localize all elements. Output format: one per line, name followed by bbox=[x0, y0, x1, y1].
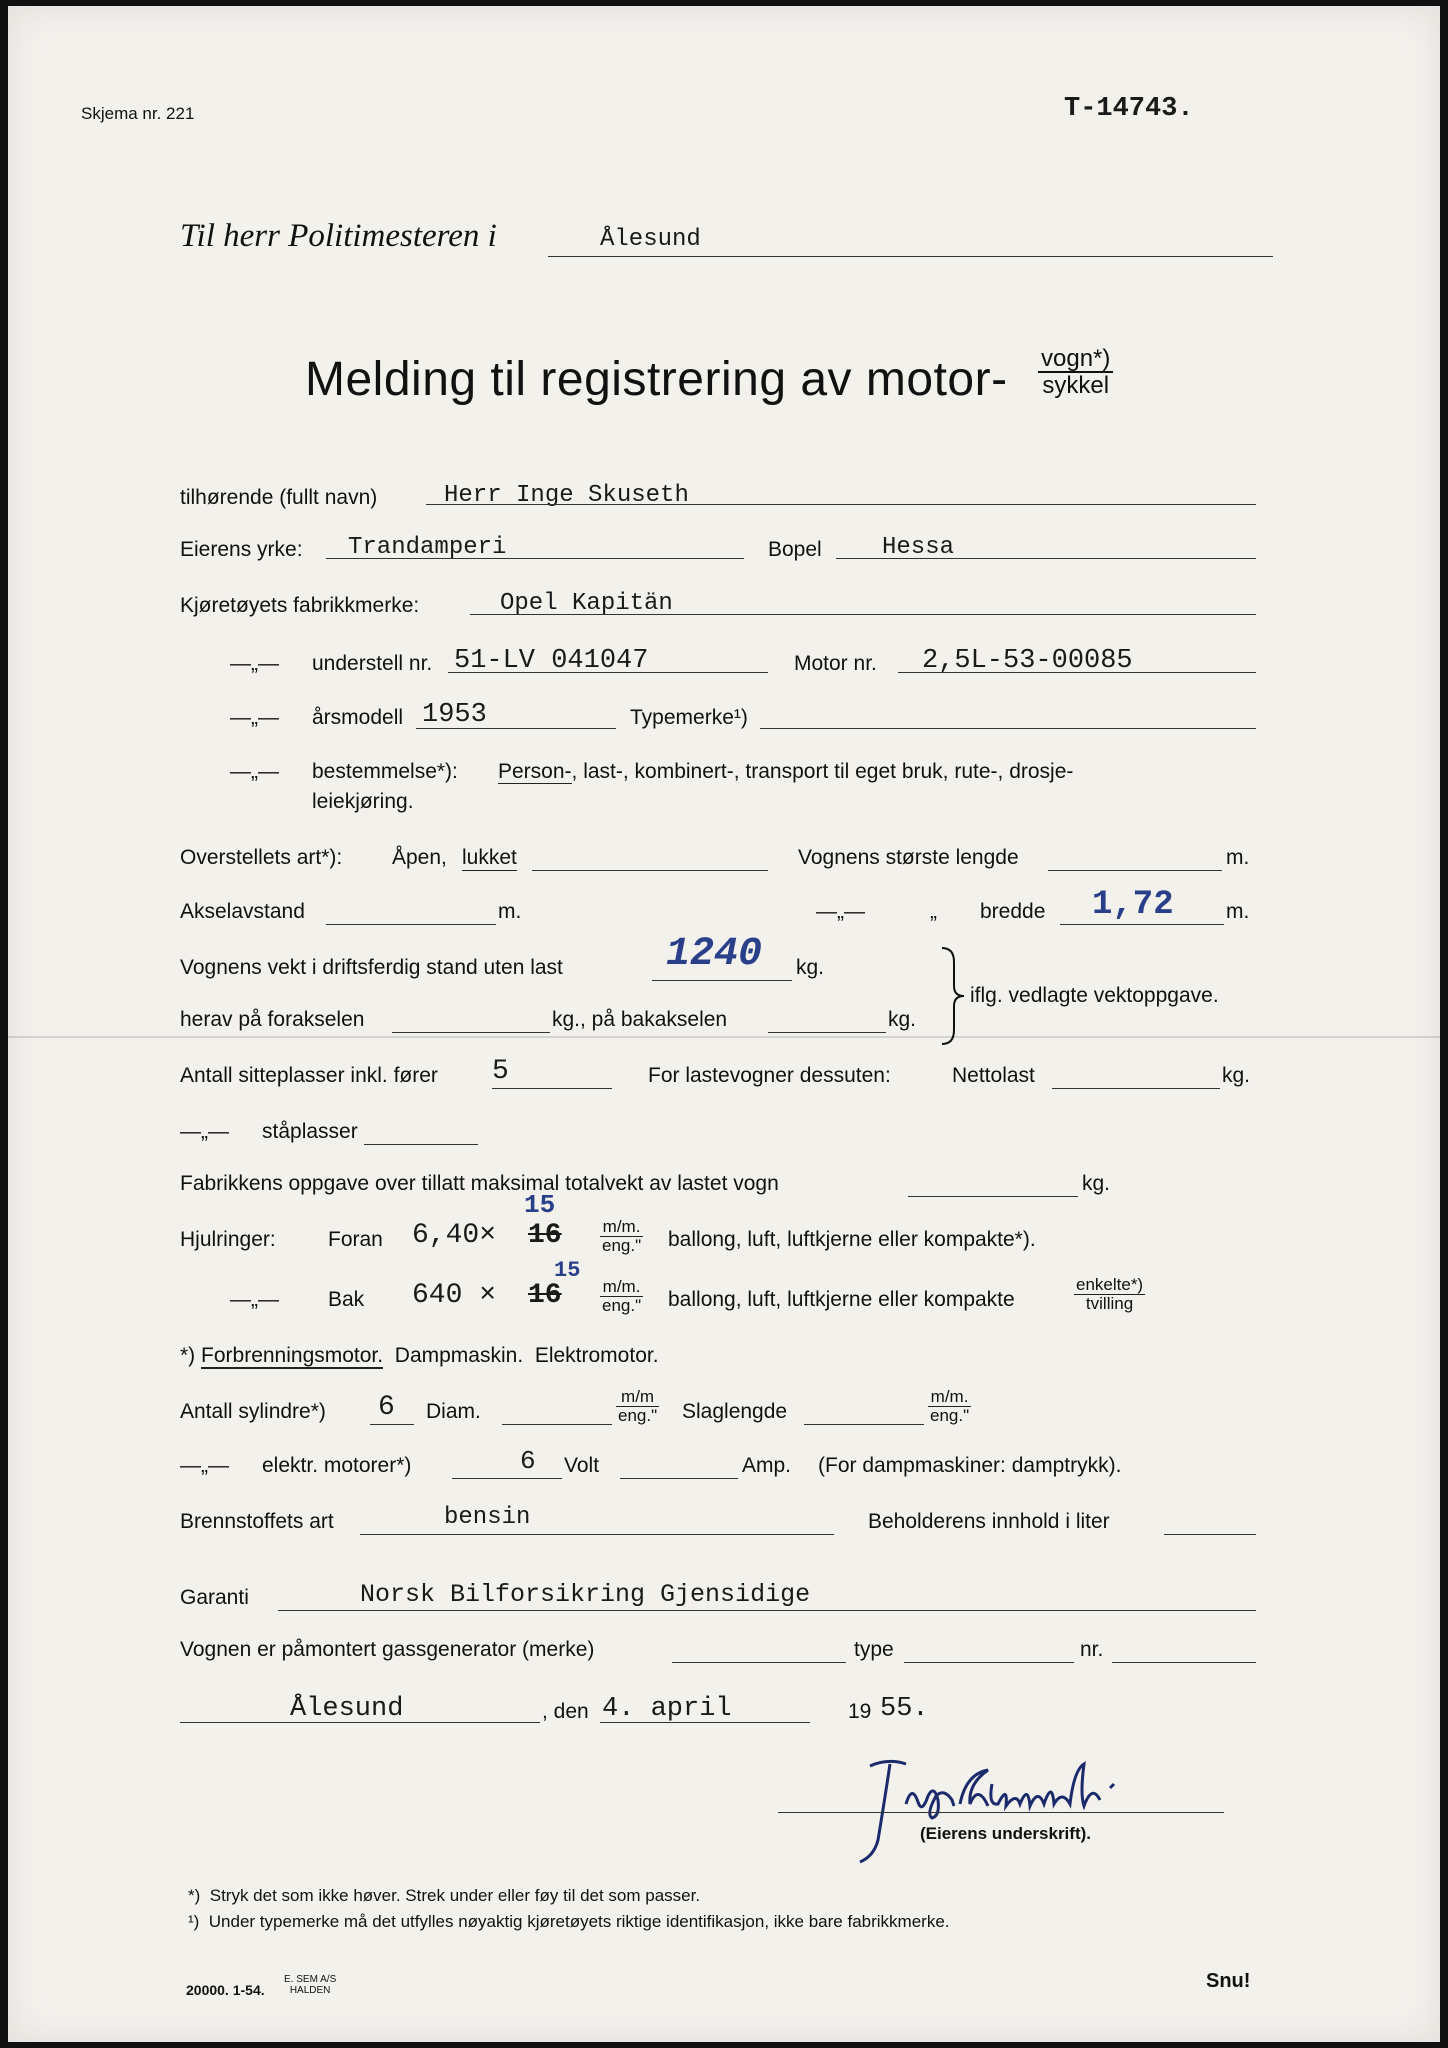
tyres-single: enkelte*) bbox=[1076, 1275, 1144, 1294]
stroke-label: Slaglengde bbox=[682, 1400, 788, 1423]
addressee-line bbox=[548, 256, 1273, 257]
cylinders-line bbox=[370, 1424, 414, 1425]
motor-no-line bbox=[898, 672, 1256, 673]
type-line bbox=[760, 728, 1256, 729]
ditto-standing: —„— bbox=[180, 1120, 229, 1143]
form-title: Melding til registrering av motor- bbox=[305, 353, 1008, 406]
chassis-line bbox=[448, 672, 768, 673]
stroke-line bbox=[804, 1424, 924, 1425]
tyres-rear-unit-mm: m/m. bbox=[600, 1278, 643, 1297]
residence-line bbox=[836, 558, 1256, 559]
residence-label: Bopel bbox=[768, 538, 822, 561]
date-line bbox=[600, 1722, 810, 1723]
model-year-line bbox=[416, 728, 616, 729]
signature-label: (Eierens underskrift). bbox=[920, 1824, 1091, 1843]
weight-unit: kg. bbox=[796, 956, 825, 979]
footnote-one bbox=[188, 1912, 950, 1932]
tyres-rear-mounting bbox=[1074, 1276, 1145, 1313]
chassis-value: 51-LV 041047 bbox=[454, 646, 649, 676]
title-option-car: vogn*) bbox=[1038, 346, 1113, 373]
front-axle-unit: kg., på bakakselen bbox=[552, 1008, 728, 1031]
tyres-rear-new: 15 bbox=[554, 1258, 581, 1283]
ditto-model: —„— bbox=[230, 706, 279, 729]
tyres-front-label: Foran bbox=[328, 1228, 383, 1251]
fuel-value: bensin bbox=[444, 1504, 531, 1531]
stroke-unit-inch: eng." bbox=[930, 1405, 970, 1425]
engine-steam: Dampmaskin. bbox=[394, 1344, 524, 1367]
tyres-front-unit-inch: eng." bbox=[602, 1235, 642, 1255]
addressee-value: Ålesund bbox=[600, 226, 701, 253]
guarantee-value: Norsk Bilforsikring Gjensidige bbox=[360, 1580, 811, 1609]
gas-no-line bbox=[1112, 1662, 1256, 1663]
diameter-unit-inch: eng." bbox=[618, 1405, 658, 1425]
body-closed: lukket bbox=[462, 846, 517, 869]
purpose-option-person: Person- bbox=[498, 760, 572, 783]
engine-combustion: Forbrenningsmotor. bbox=[201, 1344, 384, 1367]
amp-label: Amp. bbox=[742, 1454, 792, 1477]
purpose-line2: leiekjøring. bbox=[312, 790, 414, 813]
tyres-rear-struck: 16 bbox=[528, 1280, 562, 1311]
tyres-rear-unit bbox=[600, 1278, 643, 1315]
seats-label: Antall sitteplasser inkl. fører bbox=[180, 1064, 438, 1087]
ditto-purpose: —„— bbox=[230, 760, 279, 783]
weight-brace bbox=[938, 946, 968, 1046]
volt-line bbox=[452, 1478, 562, 1479]
rear-axle-line bbox=[768, 1032, 886, 1033]
fuel-line bbox=[360, 1534, 834, 1535]
footnote-star-mark: *) bbox=[188, 1886, 201, 1905]
date-value: 4. april bbox=[602, 1694, 732, 1724]
max-weight-line bbox=[908, 1196, 1078, 1197]
width-value: 1,72 bbox=[1092, 886, 1174, 924]
footnote-one-text: Under typemerke må det utfylles nøyaktig kjøretøyets riktige identifikasjon, ikke bare fabrikkmerke. bbox=[208, 1912, 950, 1931]
electric-label: elektr. motorer*) bbox=[262, 1454, 412, 1477]
owner-signature bbox=[848, 1744, 1248, 1864]
owner-value: Herr Inge Skuseth bbox=[444, 482, 689, 509]
engine-types-prefix: *) bbox=[180, 1344, 196, 1367]
guarantee-label: Garanti bbox=[180, 1586, 249, 1609]
standing-line bbox=[364, 1144, 478, 1145]
make-label: Kjøretøyets fabrikkmerke: bbox=[180, 594, 420, 617]
net-load-label: Nettolast bbox=[952, 1064, 1035, 1087]
motor-no-value: 2,5L-53-00085 bbox=[922, 646, 1133, 676]
residence-value: Hessa bbox=[882, 534, 955, 561]
tyres-front-value: 6,40× bbox=[412, 1220, 497, 1251]
body-line bbox=[532, 870, 768, 871]
paper-fold bbox=[8, 1036, 1440, 1038]
volt-label: Volt bbox=[564, 1454, 600, 1477]
stroke-unit-mm: m/m. bbox=[928, 1388, 971, 1407]
width-unit: m. bbox=[1226, 900, 1250, 923]
front-axle-line bbox=[392, 1032, 550, 1033]
engine-electric: Elektromotor. bbox=[534, 1344, 659, 1367]
tyres-front-struck: 16 bbox=[528, 1220, 562, 1251]
occupation-value: Trandamperi bbox=[348, 534, 507, 561]
tyres-rear-label: Bak bbox=[328, 1288, 365, 1311]
tyres-front-new: 15 bbox=[524, 1190, 556, 1220]
standing-label: ståplasser bbox=[262, 1120, 358, 1143]
weight-value: 1240 bbox=[666, 932, 763, 977]
ditto-width: —„— bbox=[816, 900, 865, 923]
title-option-cycle: sykkel bbox=[1042, 372, 1110, 400]
amp-line bbox=[620, 1478, 738, 1479]
occupation-label: Eierens yrke: bbox=[180, 538, 303, 561]
length-line bbox=[1048, 870, 1222, 871]
chassis-label: understell nr. bbox=[312, 652, 433, 675]
year-value: 55. bbox=[880, 1694, 929, 1724]
printer-imprint bbox=[284, 1974, 336, 1996]
guarantee-line bbox=[278, 1610, 1256, 1611]
ditto-tyres-rear: —„— bbox=[230, 1288, 279, 1311]
gas-no-label: nr. bbox=[1080, 1638, 1104, 1661]
diameter-label: Diam. bbox=[426, 1400, 481, 1423]
axle-unit: m. bbox=[498, 900, 522, 923]
printer-city: HALDEN bbox=[289, 1985, 331, 1996]
cylinders-label: Antall sylindre*) bbox=[180, 1400, 326, 1423]
place-line bbox=[180, 1722, 540, 1723]
tank-line bbox=[1164, 1534, 1256, 1535]
axle-line bbox=[326, 924, 496, 925]
printer-name: E. SEM A/S bbox=[284, 1974, 337, 1985]
weight-note: iflg. vedlagte vektoppgave. bbox=[970, 984, 1219, 1007]
max-weight-label: Fabrikkens oppgave over tillatt maksimal totalvekt av lastet vogn bbox=[180, 1172, 779, 1195]
date-prefix: , den bbox=[542, 1700, 589, 1723]
body-label: Overstellets art*): bbox=[180, 846, 343, 869]
type-label: Typemerke¹) bbox=[630, 706, 748, 729]
fuel-label: Brennstoffets art bbox=[180, 1510, 334, 1533]
reference-number: T-14743. bbox=[1064, 94, 1194, 124]
signature-line bbox=[778, 1812, 1224, 1813]
occupation-line bbox=[326, 558, 744, 559]
front-axle-label: herav på forakselen bbox=[180, 1008, 365, 1031]
model-year-label: årsmodell bbox=[312, 706, 404, 729]
owner-line bbox=[426, 504, 1256, 505]
gas-type-line bbox=[904, 1662, 1074, 1663]
body-open: Åpen, bbox=[392, 846, 447, 869]
print-run: 20000. 1-54. bbox=[186, 1982, 265, 1998]
tyres-front-types: ballong, luft, luftkjerne eller kompakte*). bbox=[668, 1228, 1036, 1251]
purpose-options-rest: , last-, kombinert-, transport til eget bruk, rute-, drosje- bbox=[571, 760, 1074, 783]
width-line bbox=[1060, 924, 1224, 925]
tyres-twin: tvilling bbox=[1085, 1293, 1134, 1313]
make-value: Opel Kapitän bbox=[500, 590, 673, 617]
cylinders-value: 6 bbox=[378, 1392, 395, 1423]
net-load-line bbox=[1052, 1088, 1220, 1089]
footnote-star-text: Stryk det som ikke høver. Strek under eller føy til det som passer. bbox=[209, 1886, 701, 1905]
tyres-rear-unit-inch: eng." bbox=[602, 1295, 642, 1315]
engine-types bbox=[180, 1344, 659, 1368]
purpose-options bbox=[498, 760, 1073, 784]
width-quote: „ bbox=[930, 900, 937, 923]
width-label: bredde bbox=[980, 900, 1046, 923]
axle-label: Akselavstand bbox=[180, 900, 305, 923]
stroke-unit bbox=[928, 1388, 971, 1425]
diameter-line bbox=[502, 1424, 612, 1425]
gas-type-label: type bbox=[854, 1638, 894, 1661]
tyres-front-unit bbox=[600, 1218, 643, 1255]
gas-generator-label: Vognen er påmontert gassgenerator (merke) bbox=[180, 1638, 595, 1661]
place-value: Ålesund bbox=[290, 1694, 404, 1724]
turn-over-note: Snu! bbox=[1206, 1970, 1251, 1992]
owner-label: tilhørende (fullt navn) bbox=[180, 486, 378, 509]
motor-no-label: Motor nr. bbox=[794, 652, 877, 675]
weight-label: Vognens vekt i driftsferdig stand uten last bbox=[180, 956, 563, 979]
seats-value: 5 bbox=[492, 1056, 509, 1087]
title-vehicle-options bbox=[1038, 346, 1113, 398]
tyres-front-unit-mm: m/m. bbox=[600, 1218, 643, 1237]
max-weight-unit: kg. bbox=[1082, 1172, 1111, 1195]
form-sheet bbox=[8, 6, 1440, 2042]
seats-line bbox=[492, 1088, 612, 1089]
make-line bbox=[470, 614, 1256, 615]
rear-axle-unit: kg. bbox=[888, 1008, 917, 1031]
length-unit: m. bbox=[1226, 846, 1250, 869]
form-number: Skjema nr. 221 bbox=[81, 104, 195, 123]
gas-generator-line bbox=[672, 1662, 846, 1663]
ditto-chassis: —„— bbox=[230, 652, 279, 675]
footnote-star bbox=[188, 1886, 700, 1906]
diameter-unit-mm: m/m bbox=[616, 1388, 659, 1407]
addressee-label: Til herr Politimesteren i bbox=[180, 218, 497, 254]
purpose-label: bestemmelse*): bbox=[312, 760, 458, 783]
footnote-one-mark: ¹) bbox=[188, 1912, 200, 1931]
year-prefix: 19 bbox=[848, 1700, 872, 1723]
volt-value: 6 bbox=[520, 1446, 536, 1476]
length-label: Vognens største lengde bbox=[798, 846, 1019, 869]
weight-line bbox=[652, 980, 792, 981]
ditto-electric: —„— bbox=[180, 1454, 229, 1477]
tyres-rear-types: ballong, luft, luftkjerne eller kompakte bbox=[668, 1288, 1015, 1311]
diameter-unit bbox=[616, 1388, 659, 1425]
net-load-unit: kg. bbox=[1222, 1064, 1251, 1087]
steam-note: (For dampmaskiner: damptrykk). bbox=[818, 1454, 1122, 1477]
cargo-label: For lastevogner dessuten: bbox=[648, 1064, 891, 1087]
tank-label: Beholderens innhold i liter bbox=[868, 1510, 1110, 1533]
tyres-label: Hjulringer: bbox=[180, 1228, 276, 1251]
model-year-value: 1953 bbox=[422, 700, 487, 730]
tyres-rear-value: 640 × bbox=[412, 1280, 497, 1311]
